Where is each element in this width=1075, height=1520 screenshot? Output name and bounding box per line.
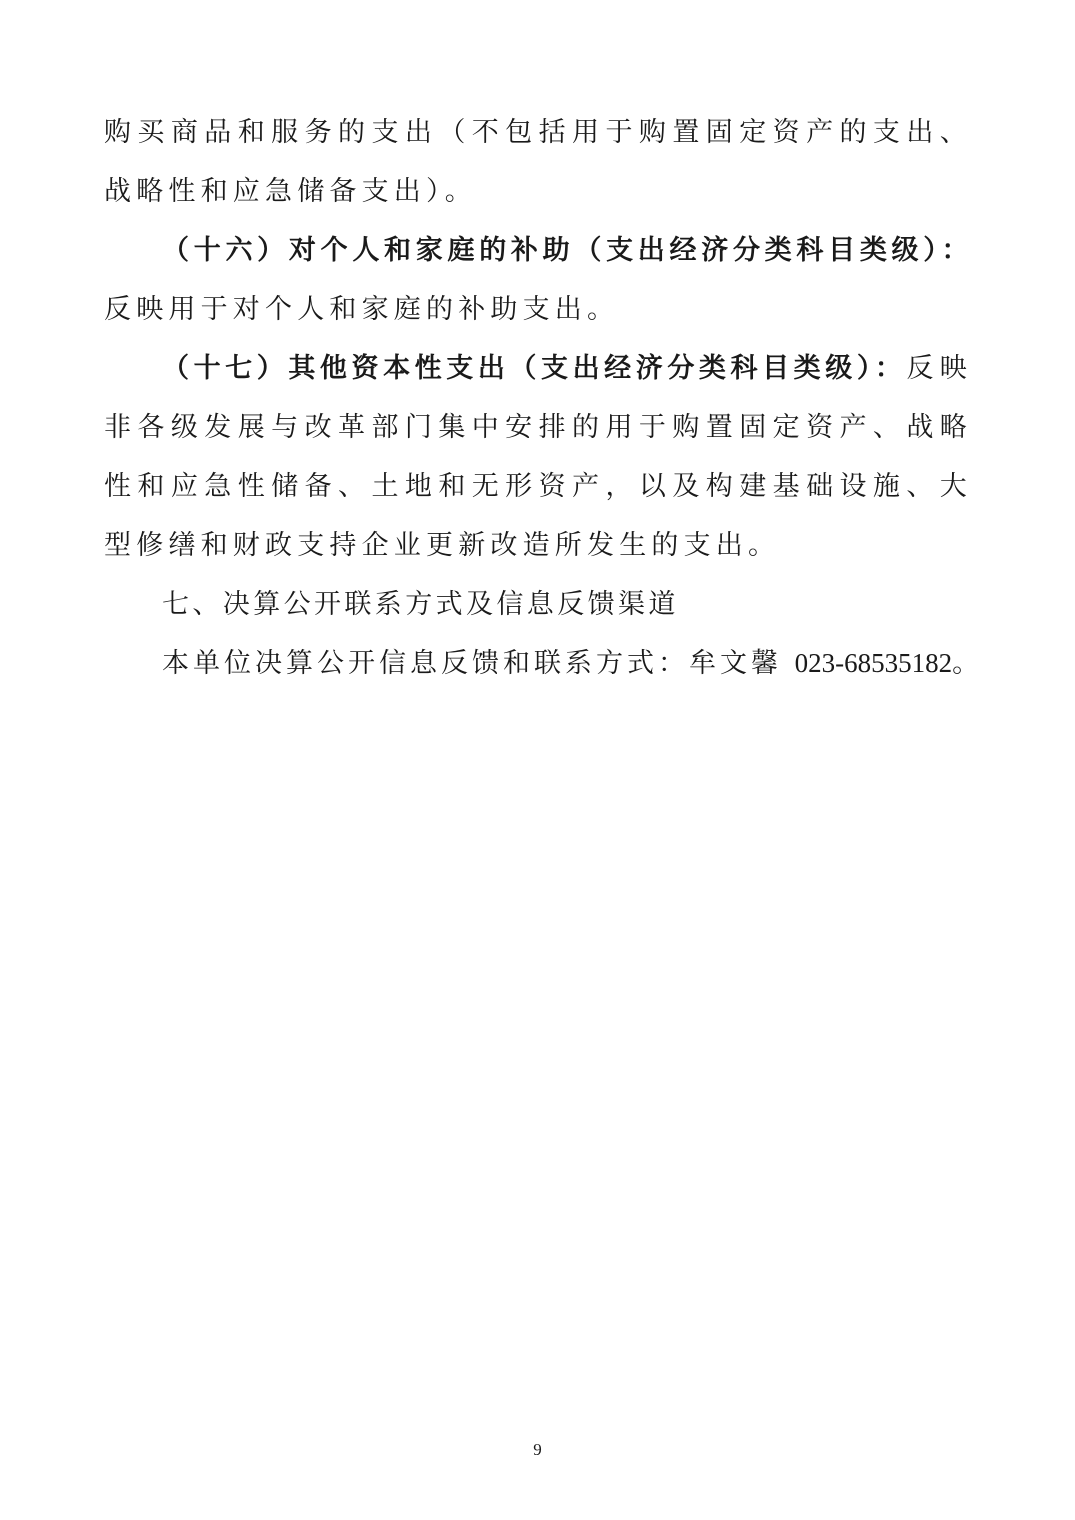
section-heading-contact: 七、决算公开联系方式及信息反馈渠道 bbox=[162, 589, 679, 620]
capital-item-description: 反映非各级发展与改革部门集中安排的用于购置固定资产、战略性和应急性储备、土地和无形资产，以及构建基础设施、大型修缮和财政支持企业更新改造所发生的支出。 bbox=[104, 353, 972, 561]
document-body bbox=[104, 103, 984, 693]
paragraph-other-capital-expenditure bbox=[104, 339, 972, 575]
contact-phone: 023-68535182 bbox=[794, 648, 953, 678]
capital-item-title: （十七）其他资本性支出（支出经济分类科目类级）： bbox=[162, 353, 907, 384]
contact-line bbox=[104, 634, 984, 693]
contact-label: 本单位决算公开信息反馈和联系方式：牟文馨 bbox=[162, 648, 782, 679]
paragraph-goods-services-continued: 购买商品和服务的支出（不包括用于购置固定资产的支出、战略性和应急储备支出）。 bbox=[104, 117, 972, 207]
contact-end: 。 bbox=[952, 648, 984, 679]
subsidy-item-title: （十六）对个人和家庭的补助（支出经济分类科目类级）： bbox=[162, 235, 972, 266]
paragraph-household-subsidy bbox=[104, 221, 972, 339]
page-number: 9 bbox=[533, 1440, 542, 1459]
subsidy-item-description: 反映用于对个人和家庭的补助支出。 bbox=[104, 294, 620, 325]
